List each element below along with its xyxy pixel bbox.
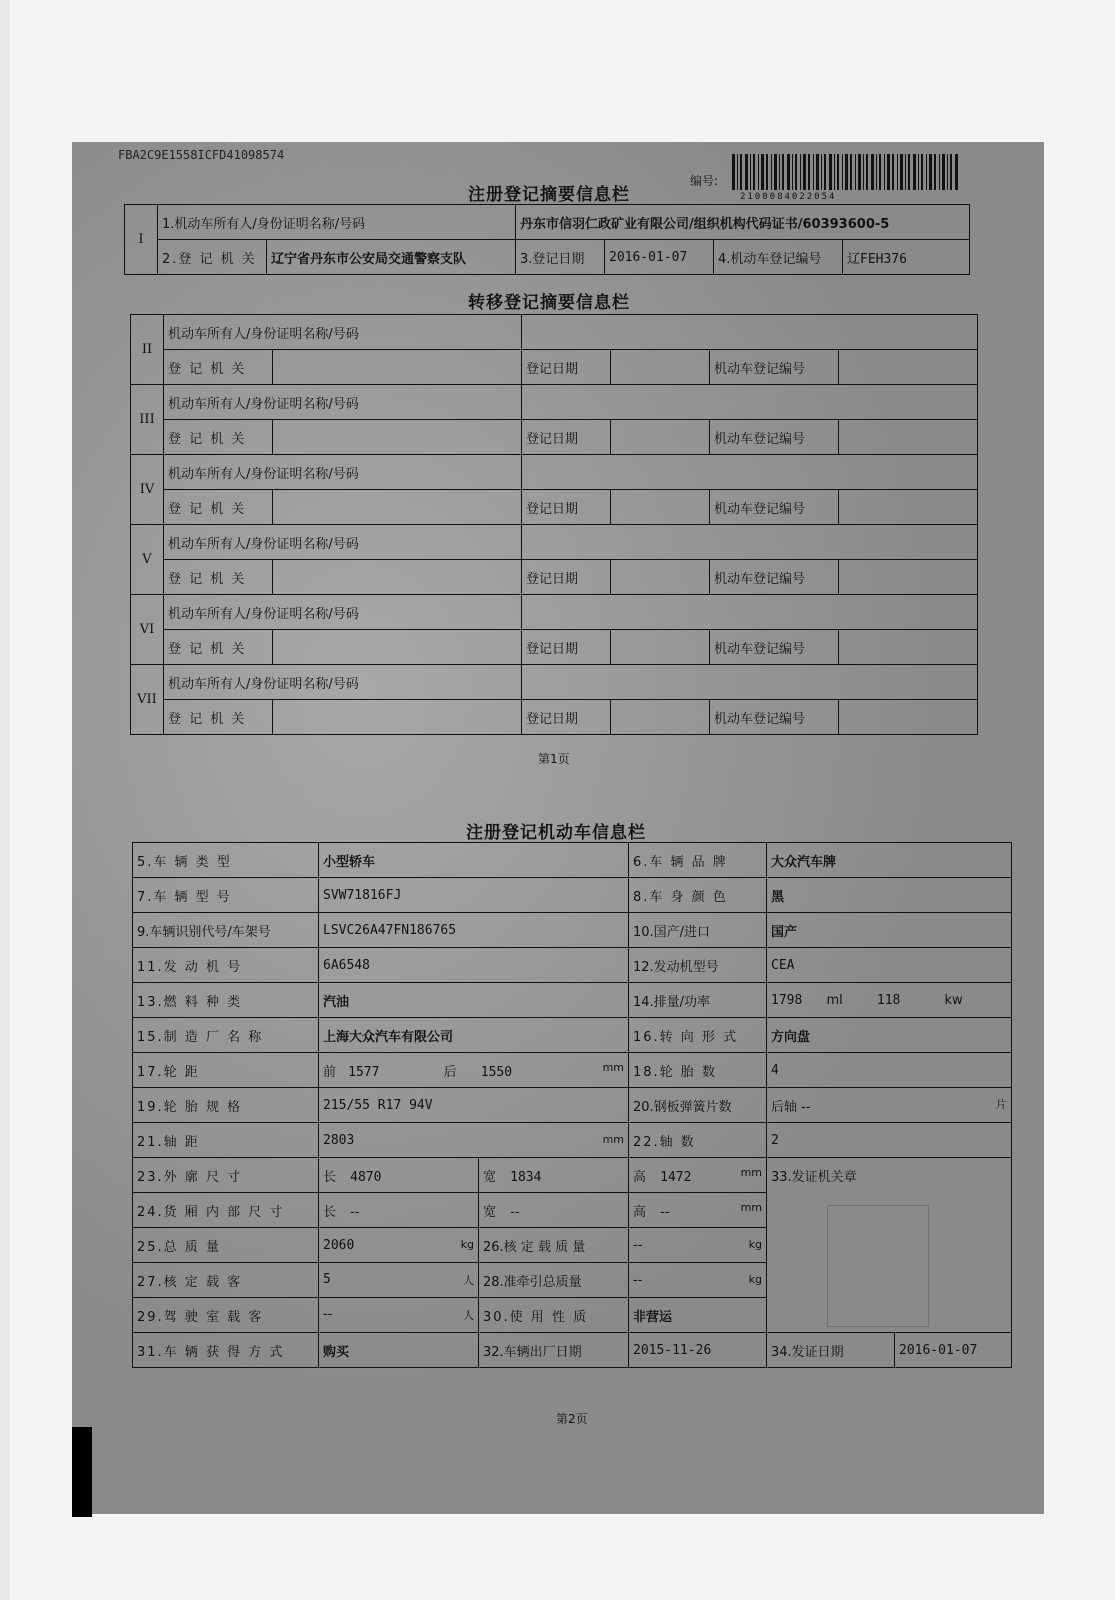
transfer-date-value	[611, 420, 710, 455]
authority-value: 辽宁省丹东市公安局交通警察支队	[267, 240, 516, 275]
barcode-icon	[732, 154, 962, 194]
outer-length-cell	[319, 1158, 479, 1193]
transfer-owner-value	[522, 385, 978, 420]
manufacture-date-label: 32.车辆出厂日期	[479, 1333, 629, 1368]
axle-count-label: 22.轴 数	[629, 1123, 767, 1158]
transfer-regno-value	[839, 560, 978, 595]
outer-width-cell	[479, 1158, 629, 1193]
cab-passengers-value-cell	[319, 1298, 479, 1333]
cargo-length-cell	[319, 1193, 479, 1228]
cargo-width-value: --	[510, 1204, 520, 1220]
wheelbase-value: 2803	[323, 1132, 355, 1148]
transfer-authority-value	[273, 350, 522, 385]
tire-spec-label: 19.轮 胎 规 格	[133, 1088, 319, 1123]
vin-label: 9.车辆识别代号/车架号	[133, 913, 319, 948]
issue-date-label: 34.发证日期	[767, 1333, 895, 1368]
rated-load-value: --	[633, 1237, 643, 1253]
transfer-date-value	[611, 700, 710, 735]
transfer-authority-value	[273, 700, 522, 735]
owner-label: 1.机动车所有人/身份证明名称/号码	[158, 205, 516, 240]
regno-value: 辽FEH376	[843, 240, 970, 275]
vehicle-brand-label: 6.车 辆 品 牌	[629, 843, 767, 878]
outer-dimensions-label: 23.外 廓 尺 寸	[133, 1158, 319, 1193]
transfer-owner-label: 机动车所有人/身份证明名称/号码	[164, 665, 522, 700]
authority-label: 2.登 记 机 关	[158, 240, 267, 275]
leaf-spring-value: 后轴 --	[771, 1099, 811, 1115]
cab-passengers-value: --	[323, 1307, 333, 1322]
transfer-date-label: 登记日期	[522, 350, 611, 385]
outer-length-value: 4870	[350, 1169, 382, 1185]
cargo-height-value: --	[660, 1204, 670, 1220]
outer-length-label: 长	[323, 1169, 337, 1185]
origin-label: 10.国产/进口	[629, 913, 767, 948]
row-roman: III	[131, 385, 164, 455]
acquisition-value: 购买	[319, 1333, 479, 1368]
gross-mass-label: 25.总 质 量	[133, 1228, 319, 1263]
row-roman-i: I	[125, 205, 158, 275]
cargo-height-label: 高	[633, 1204, 647, 1220]
owner-value: 丹东市信羽仁政矿业有限公司/组织机构代码证书/60393600-5	[516, 205, 970, 240]
transfer-regno-label: 机动车登记编号	[710, 420, 839, 455]
passengers-label: 27.核 定 载 客	[133, 1263, 319, 1298]
issue-date-value: 2016-01-07	[895, 1333, 1012, 1368]
power-value: 118	[876, 992, 901, 1008]
transfer-date-label: 登记日期	[522, 420, 611, 455]
outer-width-value: 1834	[510, 1169, 542, 1185]
row-roman: VII	[131, 665, 164, 735]
leaf-spring-label: 20.钢板弹簧片数	[629, 1088, 767, 1123]
barcode-label: 编号:	[690, 174, 719, 188]
transfer-authority-label: 登 记 机 关	[164, 630, 273, 665]
outer-height-label: 高	[633, 1169, 647, 1185]
date-label: 3.登记日期	[516, 240, 605, 275]
transfer-authority-label: 登 记 机 关	[164, 350, 273, 385]
transfer-owner-value	[522, 525, 978, 560]
page-number-1: 第1页	[538, 752, 570, 766]
body-color-value: 黑	[767, 878, 1012, 913]
transfer-authority-label: 登 记 机 关	[164, 560, 273, 595]
transfer-regno-label: 机动车登记编号	[710, 350, 839, 385]
transfer-summary-table	[130, 314, 978, 735]
track-rear-value: 1550	[480, 1064, 513, 1080]
origin-value: 国产	[767, 913, 1012, 948]
passengers-value: 5	[323, 1272, 331, 1287]
cargo-width-label: 宽	[483, 1204, 497, 1220]
vin-value: LSVC26A47FN186765	[319, 913, 629, 948]
manufacture-date-value: 2015-11-26	[629, 1333, 767, 1368]
transfer-owner-label: 机动车所有人/身份证明名称/号码	[164, 525, 522, 560]
cargo-height-cell	[629, 1193, 767, 1228]
transfer-date-value	[611, 490, 710, 525]
towing-mass-label: 28.准牵引总质量	[479, 1263, 629, 1298]
outer-dimensions-unit: mm	[740, 1165, 762, 1179]
transfer-owner-label: 机动车所有人/身份证明名称/号码	[164, 315, 522, 350]
transfer-date-value	[611, 630, 710, 665]
cab-passengers-unit: 人	[463, 1309, 474, 1322]
transfer-regno-label: 机动车登记编号	[710, 700, 839, 735]
transfer-owner-value	[522, 665, 978, 700]
displacement-value: 1798	[771, 992, 803, 1008]
section-title-vehicle-info: 注册登记机动车信息栏	[466, 823, 646, 843]
displacement-power-value	[767, 983, 1012, 1018]
rated-load-label: 26.核 定 载 质 量	[479, 1228, 629, 1263]
scan-corner-shadow	[72, 1427, 92, 1517]
vehicle-model-label: 7.车 辆 型 号	[133, 878, 319, 913]
power-unit: kw	[944, 992, 963, 1008]
displacement-label: 14.排量/功率	[629, 983, 767, 1018]
track-label: 17.轮 距	[133, 1053, 319, 1088]
cargo-dimensions-unit: mm	[740, 1200, 762, 1214]
usage-value: 非营运	[629, 1298, 767, 1333]
transfer-owner-label: 机动车所有人/身份证明名称/号码	[164, 595, 522, 630]
tire-count-label: 18.轮 胎 数	[629, 1053, 767, 1088]
towing-mass-value-cell	[629, 1263, 767, 1298]
cargo-width-cell	[479, 1193, 629, 1228]
regno-label: 4.机动车登记编号	[714, 240, 843, 275]
transfer-authority-label: 登 记 机 关	[164, 700, 273, 735]
rated-load-value-cell	[629, 1228, 767, 1263]
transfer-date-label: 登记日期	[522, 700, 611, 735]
wheelbase-label: 21.轴 距	[133, 1123, 319, 1158]
row-roman: IV	[131, 455, 164, 525]
page-number-2: 第2页	[556, 1412, 588, 1426]
outer-width-label: 宽	[483, 1169, 497, 1185]
transfer-regno-value	[839, 490, 978, 525]
steering-value: 方向盘	[767, 1018, 1012, 1053]
track-unit: mm	[602, 1060, 624, 1074]
gross-mass-value-cell	[319, 1228, 479, 1263]
transfer-authority-value	[273, 420, 522, 455]
vehicle-type-label: 5.车 辆 类 型	[133, 843, 319, 878]
transfer-date-value	[611, 560, 710, 595]
passengers-value-cell	[319, 1263, 479, 1298]
engine-model-label: 12.发动机型号	[629, 948, 767, 983]
paper-background	[10, 0, 1115, 1600]
tire-count-value: 4	[767, 1053, 1012, 1088]
leaf-spring-value-cell	[767, 1088, 1012, 1123]
cargo-length-value: --	[350, 1204, 360, 1220]
transfer-authority-label: 登 记 机 关	[164, 490, 273, 525]
transfer-authority-value	[273, 490, 522, 525]
track-front-value: 1577	[348, 1064, 380, 1080]
gross-mass-value: 2060	[323, 1237, 355, 1253]
displacement-unit: ml	[826, 992, 843, 1008]
vehicle-model-value: SVW71816FJ	[319, 878, 629, 913]
axle-count-value: 2	[767, 1123, 1012, 1158]
wheelbase-value-cell	[319, 1123, 629, 1158]
gross-mass-unit: kg	[460, 1237, 474, 1251]
barcode-number: 2100084022054	[740, 192, 837, 202]
track-rear-label: 后	[443, 1064, 457, 1080]
transfer-regno-label: 机动车登记编号	[710, 560, 839, 595]
track-value	[319, 1053, 629, 1088]
row-roman: V	[131, 525, 164, 595]
vehicle-brand-value: 大众汽车牌	[767, 843, 1012, 878]
document-photocopy	[72, 142, 1044, 1514]
fuel-type-value: 汽油	[319, 983, 629, 1018]
cargo-dimensions-label: 24.货 厢 内 部 尺 寸	[133, 1193, 319, 1228]
towing-mass-unit: kg	[748, 1272, 762, 1286]
section-title-registration-summary: 注册登记摘要信息栏	[468, 185, 630, 205]
row-roman: II	[131, 315, 164, 385]
leaf-spring-unit: 片	[996, 1097, 1007, 1111]
outer-height-cell	[629, 1158, 767, 1193]
usage-label: 30.使 用 性 质	[479, 1298, 629, 1333]
seal-label: 33.发证机关章	[767, 1158, 1012, 1333]
transfer-date-label: 登记日期	[522, 560, 611, 595]
date-value: 2016-01-07	[605, 240, 714, 275]
vehicle-info-table	[132, 842, 1012, 1368]
passengers-unit: 人	[463, 1274, 474, 1287]
transfer-owner-value	[522, 315, 978, 350]
transfer-regno-value	[839, 420, 978, 455]
manufacturer-label: 15.制 造 厂 名 称	[133, 1018, 319, 1053]
transfer-owner-value	[522, 455, 978, 490]
engine-number-value: 6A6548	[319, 948, 629, 983]
tire-spec-value: 215/55 R17 94V	[319, 1088, 629, 1123]
engine-model-value: CEA	[767, 948, 1012, 983]
engine-number-label: 11.发 动 机 号	[133, 948, 319, 983]
rated-load-unit: kg	[748, 1237, 762, 1251]
registration-summary-table	[124, 204, 970, 275]
transfer-regno-value	[839, 350, 978, 385]
outer-height-value: 1472	[660, 1169, 692, 1185]
transfer-owner-value	[522, 595, 978, 630]
transfer-authority-label: 登 记 机 关	[164, 420, 273, 455]
cargo-length-label: 长	[323, 1204, 337, 1220]
acquisition-label: 31.车 辆 获 得 方 式	[133, 1333, 319, 1368]
transfer-regno-label: 机动车登记编号	[710, 490, 839, 525]
transfer-date-label: 登记日期	[522, 490, 611, 525]
towing-mass-value: --	[633, 1272, 643, 1288]
body-color-label: 8.车 身 颜 色	[629, 878, 767, 913]
transfer-owner-label: 机动车所有人/身份证明名称/号码	[164, 385, 522, 420]
cab-passengers-label: 29.驾 驶 室 载 客	[133, 1298, 319, 1333]
serial-number: FBA2C9E1558ICFD41098574	[118, 148, 285, 162]
transfer-date-value	[611, 350, 710, 385]
track-front-label: 前	[323, 1064, 337, 1080]
row-roman: VI	[131, 595, 164, 665]
transfer-regno-value	[839, 700, 978, 735]
transfer-regno-value	[839, 630, 978, 665]
transfer-date-label: 登记日期	[522, 630, 611, 665]
section-title-transfer-summary: 转移登记摘要信息栏	[468, 293, 630, 313]
transfer-authority-value	[273, 560, 522, 595]
transfer-authority-value	[273, 630, 522, 665]
manufacturer-value: 上海大众汽车有限公司	[319, 1018, 629, 1053]
steering-label: 16.转 向 形 式	[629, 1018, 767, 1053]
transfer-owner-label: 机动车所有人/身份证明名称/号码	[164, 455, 522, 490]
vehicle-type-value: 小型轿车	[319, 843, 629, 878]
fuel-type-label: 13.燃 料 种 类	[133, 983, 319, 1018]
wheelbase-unit: mm	[602, 1132, 624, 1146]
transfer-regno-label: 机动车登记编号	[710, 630, 839, 665]
